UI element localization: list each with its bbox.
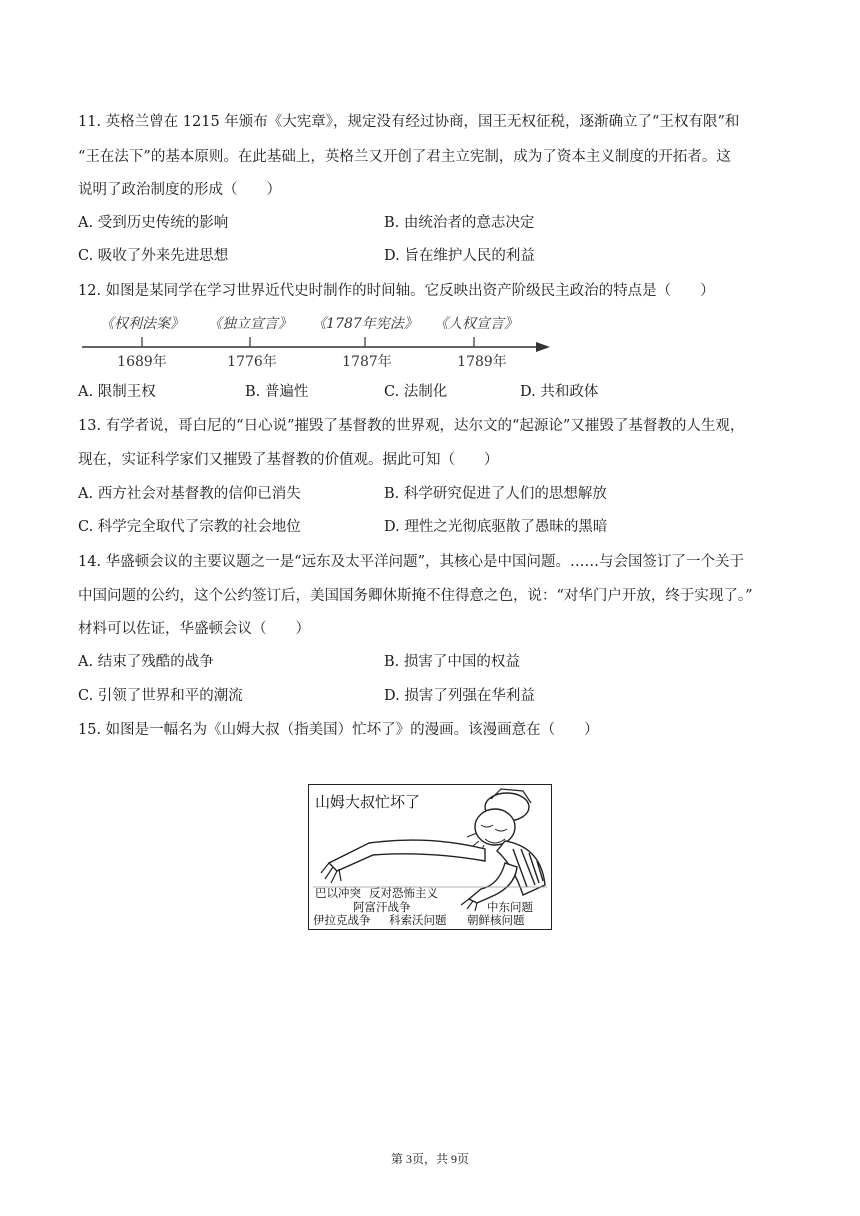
- cartoon-label: 巴以冲突: [315, 886, 361, 900]
- cartoon-label: 反对恐怖主义: [369, 886, 438, 900]
- q12-option-c: C. 法制化: [384, 384, 448, 400]
- timeline-year-label: 1776年: [227, 354, 277, 370]
- q11-option-b: B. 由统治者的意志决定: [384, 215, 535, 231]
- timeline-event-1776: [208, 316, 292, 370]
- timeline-doc-label: 《人权宣言》: [434, 316, 518, 332]
- q14-stem-line-1: 14. 华盛顿会议的主要议题之一是“远东及太平洋问题”，其核心是中国问题。……与会国签订了一个关于: [78, 554, 744, 570]
- q14-option-b: B. 损害了中国的权益: [384, 654, 520, 670]
- q12-option-b: B. 普遍性: [245, 384, 309, 400]
- cartoon-label: 中东问题: [487, 900, 533, 914]
- q12-timeline-figure: [80, 312, 560, 374]
- q15-cartoon-image: [308, 784, 552, 930]
- face-icon: [475, 809, 515, 845]
- timeline-year-label: 1789年: [457, 354, 507, 370]
- timeline-event-1689: [100, 316, 184, 370]
- timeline-event-1787: [312, 316, 418, 370]
- cartoon-label: 朝鲜核问题: [467, 913, 525, 927]
- q13-option-d: D. 理性之光彻底驱散了愚昧的黑暗: [384, 519, 608, 535]
- q13-stem-line-2: 现在，实证科学家们又摧毁了基督教的价值观。据此可知（ ）: [78, 452, 499, 468]
- page-footer: 第 3页，共 9页: [390, 1152, 469, 1166]
- q14-stem-line-2: 中国问题的公约，这个公约签订后，美国国务卿休斯掩不住得意之色，说：“对华门户开放，终于实现了。”: [78, 588, 753, 604]
- q11-option-c: C. 吸收了外来先进思想: [78, 248, 229, 264]
- q13-option-a: A. 西方社会对基督教的信仰已消失: [78, 486, 301, 502]
- q13-option-b: B. 科学研究促进了人们的思想解放: [384, 486, 607, 502]
- q11-option-a: A. 受到历史传统的影响: [78, 215, 229, 231]
- uncle-sam-cartoon-drawing: [309, 785, 550, 928]
- q11-stem-line-3: 说明了政治制度的形成（ ）: [78, 182, 281, 198]
- q12-option-d: D. 共和政体: [520, 384, 599, 400]
- q12-stem: 12. 如图是某同学在学习世界近代史时制作的时间轴。它反映出资产阶级民主政治的特点是（ ）: [78, 283, 715, 299]
- q14-stem-line-3: 材料可以佐证，华盛顿会议（ ）: [78, 621, 310, 637]
- q15-stem: 15. 如图是一幅名为《山姆大叔（指美国）忙坏了》的漫画。该漫画意在（ ）: [78, 722, 599, 738]
- q11-stem-line-2: “王在法下”的基本原则。在此基础上，英格兰又开创了君主立宪制，成为了资本主义制度的开拓者。这: [78, 149, 731, 165]
- q14-option-a: A. 结束了残酷的战争: [78, 654, 214, 670]
- timeline-doc-label: 《独立宣言》: [208, 316, 292, 332]
- timeline-year-label: 1689年: [117, 354, 167, 370]
- cartoon-label: 伊拉克战争: [313, 913, 371, 927]
- cartoon-label: 阿富汗战争: [353, 900, 411, 914]
- q14-option-d: D. 损害了列强在华利益: [384, 688, 535, 704]
- cartoon-title: 山姆大叔忙坏了: [315, 793, 421, 811]
- timeline-event-1789: [434, 316, 518, 370]
- timeline-doc-label: 《1787年宪法》: [312, 316, 418, 332]
- q11-stem-line-1: 11. 英格兰曾在 1215 年颁布《大宪章》，规定没有经过协商，国王无权征税，逐渐确立了“王权有限”和: [78, 114, 740, 130]
- timeline-year-label: 1787年: [342, 354, 392, 370]
- q12-option-a: A. 限制王权: [78, 384, 156, 400]
- cartoon-label: 科索沃问题: [389, 913, 447, 927]
- timeline-arrow-icon: [536, 342, 550, 352]
- q13-stem-line-1: 13. 有学者说，哥白尼的“日心说”摧毁了基督教的世界观，达尔文的“起源论”又摧毁了基督教的人生观，: [78, 418, 745, 434]
- q14-option-c: C. 引领了世界和平的潮流: [78, 688, 243, 704]
- timeline-doc-label: 《权利法案》: [100, 316, 184, 332]
- q13-option-c: C. 科学完全取代了宗教的社会地位: [78, 519, 301, 535]
- q11-option-d: D. 旨在维护人民的利益: [384, 248, 535, 264]
